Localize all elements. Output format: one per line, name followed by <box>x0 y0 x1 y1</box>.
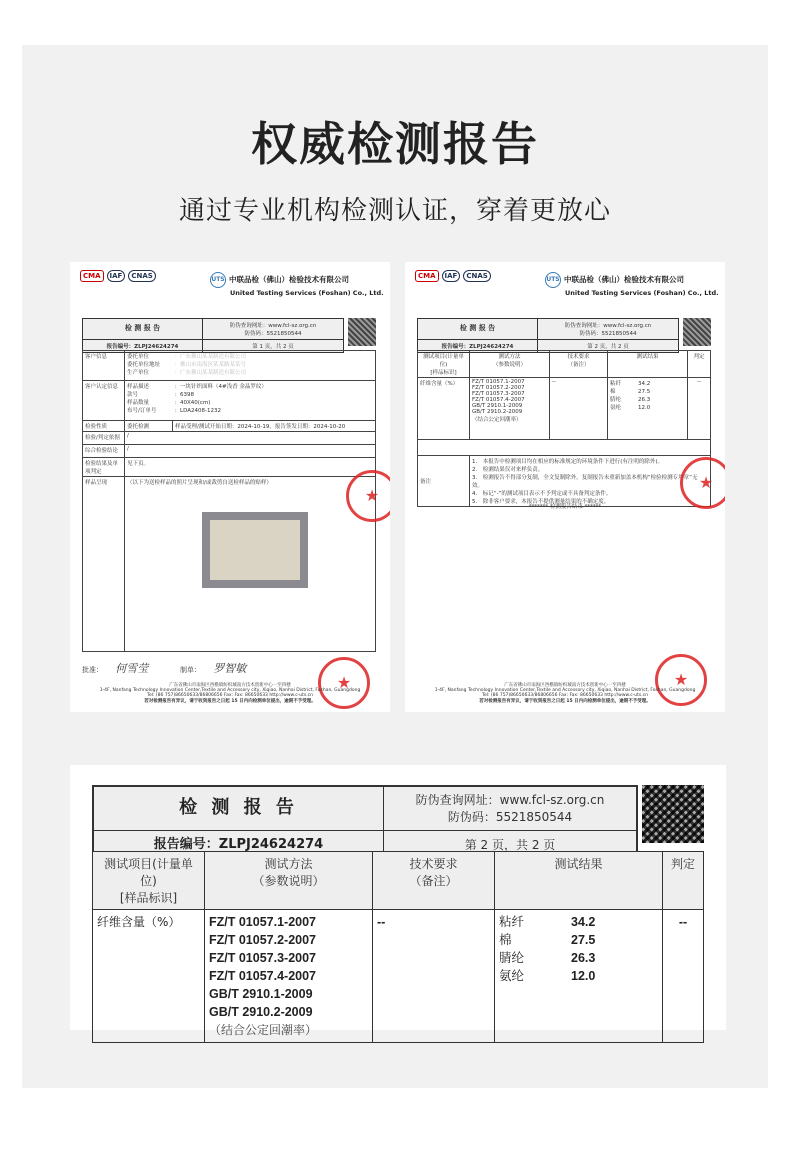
remark: 3. 检测报告不得部分复制，全文复制除外。复制报告未重新加盖本机构“检验检测专用章”无效。 <box>472 475 698 489</box>
method: （结合公定回潮率） <box>472 417 522 423</box>
verify-code: 防伪码：5521850544 <box>579 331 637 337</box>
verify-url: 防伪查询网址：www.fcl-sz.org.cn <box>564 323 652 329</box>
report-page-1 <box>70 262 390 712</box>
footer <box>70 682 390 704</box>
iaf-logo: IAF <box>107 270 126 282</box>
method-note: （结合公定回潮率） <box>209 1023 318 1037</box>
uts-logo-icon: UTS <box>210 272 226 288</box>
remark: 2. 检测结果仅对来样负责。 <box>472 467 544 473</box>
company-name-cn: 中联品检（佛山）检验技术有限公司 <box>564 275 684 284</box>
dates: 样品受理/测试开始日期：2024-10-19，报告签发日期：2024-10-20 <box>173 421 376 432</box>
cert-logos <box>80 270 156 282</box>
col-header: 测试方法 （参数说明） <box>470 351 550 378</box>
field: 委托单位地址 <box>127 362 161 368</box>
result-row <box>610 387 685 395</box>
footer <box>405 682 725 704</box>
field: 款号 <box>127 392 139 398</box>
col-header: 判定 <box>688 351 711 378</box>
report-title: 检 测 报 告 <box>418 319 538 339</box>
fiber: 粘纤 <box>610 381 622 387</box>
remark: 5. 除非客户要求，本报告不提供测量结果的不确定度。 <box>472 499 610 505</box>
col-header: 测试项目(计量单位) [样品标识] <box>93 852 205 910</box>
method: FZ/T 01057.1-2007 <box>209 915 317 929</box>
result-row <box>499 913 658 931</box>
test-item: 纤维含量（%） <box>93 910 205 1043</box>
footer-line: 广东省佛山市南海区西樵镇纺织城南方技术创新中心一至四楼 <box>504 683 626 688</box>
col-header: 测试结果 <box>608 351 688 378</box>
report-title: 检 测 报 告 <box>94 787 384 830</box>
percent: 12.0 <box>571 969 596 983</box>
method: GB/T 2910.1-2009 <box>209 987 313 1001</box>
method: FZ/T 01057.1-2007 <box>472 379 525 385</box>
cnas-logo: CNAS <box>128 270 155 282</box>
page-subtitle: 通过专业机构检测认证，穿着更放心 <box>178 196 611 226</box>
approver <box>82 660 148 676</box>
company-header <box>210 272 384 297</box>
col-header: 测试结果 <box>495 852 663 910</box>
value: 见下页。 <box>125 458 376 477</box>
red-seal-stamp: ★ <box>680 457 725 509</box>
verify-url: 防伪查询网址：www.fcl-sz.org.cn <box>229 323 317 329</box>
sample-note: （以下为送检样品的照片呈现和/或裁剪自送检样品的贴样） <box>125 477 376 652</box>
page-title: 权威检测报告 <box>251 117 539 171</box>
approve-label: 批准： <box>82 666 103 674</box>
percent: 27.5 <box>571 933 596 947</box>
client-info-table <box>82 350 376 652</box>
verify-url: 防伪查询网址：www.fcl-sz.org.cn <box>415 793 605 807</box>
company-name-en: United Testing Services (Foshan) Co., Ltd. <box>230 289 384 297</box>
value: ：6398 <box>174 392 194 398</box>
row-label: 客户信息 <box>83 351 125 381</box>
percent: 27.5 <box>638 389 651 395</box>
value: / <box>125 445 376 458</box>
method: FZ/T 01057.4-2007 <box>209 969 317 983</box>
percent: 34.2 <box>638 381 651 387</box>
make-label: 制单： <box>180 666 201 674</box>
value: ：40X40(cm) <box>174 400 211 406</box>
row-label: 检验/判定依据 <box>83 432 125 445</box>
maker-signature: 罗智敏 <box>213 662 247 675</box>
cnas-logo: CNAS <box>463 270 490 282</box>
row-label: 检验结果及单项判定 <box>83 458 125 477</box>
fiber: 氨纶 <box>610 405 622 411</box>
result-row <box>610 403 685 411</box>
row-label: 客户认定信息 <box>83 381 125 421</box>
value: ：佛山市南海区某某路某某号 <box>174 362 247 368</box>
field: 生产单位 <box>127 370 150 376</box>
value: / <box>125 432 376 445</box>
qr-code <box>642 785 704 843</box>
method: FZ/T 01057.4-2007 <box>472 397 525 403</box>
results-table <box>417 350 711 507</box>
verdict: -- <box>688 378 711 440</box>
row-label: 检验性质 <box>83 421 125 432</box>
report-header <box>417 318 679 353</box>
page-indicator: 第 1 页，共 2 页 <box>252 344 294 350</box>
fiber: 棉 <box>499 933 512 947</box>
row-label: 综合检验结论 <box>83 445 125 458</box>
report-end: ******* 检测报告结束 ****** <box>528 504 602 510</box>
fiber: 粘纤 <box>499 915 525 929</box>
result-row <box>610 379 685 387</box>
field: 样品描述 <box>127 384 150 390</box>
footer-line: Tel: (86 757)86650633/86806656 Fax: Fax: 86650633 http://www.c-uts.cn <box>481 693 649 698</box>
value: ：广东佛山某某制造有限公司 <box>174 354 247 360</box>
iaf-logo: IAF <box>442 270 461 282</box>
footer-line: 若对检测报告有异议，请于收到报告之日起 15 日内向检测单位提出，逾期不予受理。 <box>144 699 316 704</box>
value: ：广东佛山某某制造有限公司 <box>174 370 247 376</box>
method: GB/T 2910.2-2009 <box>209 1005 313 1019</box>
report-number: 报告编号：ZLPJ24624274 <box>94 831 384 861</box>
report-title: 检 测 报 告 <box>83 319 203 339</box>
footer-line: 1-4F, Nanfang Technology Innovation Center,Textile and Accessory city, Xiqiao, Nanhai District, Foshan, Guangdong <box>99 688 361 693</box>
col-header: 技术要求 （备注） <box>373 852 495 910</box>
page-indicator: 第 2 页，共 2 页 <box>464 838 556 852</box>
percent: 26.3 <box>571 951 596 965</box>
col-header: 判定 <box>663 852 704 910</box>
sample-photo <box>202 512 308 588</box>
footer-line: 广东省佛山市南海区西樵镇纺织城南方技术创新中心一至四楼 <box>169 683 291 688</box>
fiber: 氨纶 <box>499 969 525 983</box>
report-number: 报告编号：ZLPJ24624274 <box>418 340 538 352</box>
percent: 26.3 <box>638 397 651 403</box>
report-number: 报告编号：ZLPJ24624274 <box>83 340 203 352</box>
red-seal-stamp: ★ <box>318 657 370 709</box>
red-seal-stamp: ★ <box>346 470 390 522</box>
results-table <box>92 851 704 1043</box>
value: ：LDA2408-1232 <box>174 408 221 414</box>
method: FZ/T 01057.3-2007 <box>472 391 525 397</box>
report-page-2 <box>405 262 725 712</box>
company-header <box>545 272 719 297</box>
verify-code: 防伪码：5521850544 <box>447 810 573 824</box>
red-seal-stamp: ★ <box>655 654 707 706</box>
remarks-label: 备注 <box>418 456 470 507</box>
footer-line: Tel: (86 757)86650633/86806656 Fax: Fax: 86650633 http://www.c-uts.cn <box>146 693 314 698</box>
cma-logo: CMA <box>415 270 439 282</box>
test-item: 纤维含量（%） <box>418 378 470 440</box>
percent: 34.2 <box>571 915 596 929</box>
uts-logo-icon: UTS <box>545 272 561 288</box>
company-name-en: United Testing Services (Foshan) Co., Ltd. <box>565 289 719 297</box>
footer-line: 1-4F, Nanfang Technology Innovation Center,Textile and Accessory city, Xiqiao, Nanhai District, Foshan, Guangdong <box>434 688 696 693</box>
maker <box>180 660 246 676</box>
result-row <box>499 967 658 985</box>
field: 委托单位 <box>127 354 150 360</box>
qr-code <box>683 318 711 346</box>
cma-logo: CMA <box>80 270 104 282</box>
method: FZ/T 01057.3-2007 <box>209 951 317 965</box>
verify-code: 防伪码：5521850544 <box>244 331 302 337</box>
company-name-cn: 中联品检（佛山）检验技术有限公司 <box>229 275 349 284</box>
result-row <box>499 931 658 949</box>
col-header: 技术要求 （备注） <box>550 351 608 378</box>
enlarged-results-card <box>70 765 726 1037</box>
field: 样品数量 <box>127 400 150 406</box>
fiber: 腈纶 <box>610 397 622 403</box>
method: FZ/T 01057.2-2007 <box>472 385 525 391</box>
fiber: 棉 <box>610 389 616 395</box>
approver-signature: 何雪莹 <box>115 662 149 675</box>
result-row <box>610 395 685 403</box>
row-label: 样品呈现 <box>83 477 125 652</box>
footer-line: 若对检测报告有异议，请于收到报告之日起 15 日内向检测单位提出，逾期不予受理。 <box>479 699 651 704</box>
method: GB/T 2910.1-2009 <box>472 403 523 409</box>
col-header: 测试方法 （参数说明） <box>205 852 373 910</box>
qr-code <box>348 318 376 346</box>
result-row <box>499 949 658 967</box>
value: ：一块针织面料（4#浅香 金晶罗纹） <box>174 384 267 390</box>
requirement: -- <box>550 378 608 440</box>
method: GB/T 2910.2-2009 <box>472 409 523 415</box>
cert-logos <box>415 270 491 282</box>
method: FZ/T 01057.2-2007 <box>209 933 317 947</box>
remark: 4. 标记“-”的测试项目表示不予判定或不具备判定条件。 <box>472 491 612 497</box>
page-indicator: 第 2 页，共 2 页 <box>587 344 629 350</box>
value: 委托检测 <box>125 421 173 432</box>
field: 布号/订单号 <box>127 408 157 414</box>
remark: 1. 本报告中检测项目均在相应的标准规定的环境条件下进行(有注明的除外)。 <box>472 459 664 465</box>
report-header <box>82 318 344 353</box>
percent: 12.0 <box>638 405 651 411</box>
fiber: 腈纶 <box>499 951 525 965</box>
col-header: 测试项目(计量单位) [样品标识] <box>418 351 470 378</box>
verdict: -- <box>663 910 704 1043</box>
requirement: -- <box>373 910 495 1043</box>
